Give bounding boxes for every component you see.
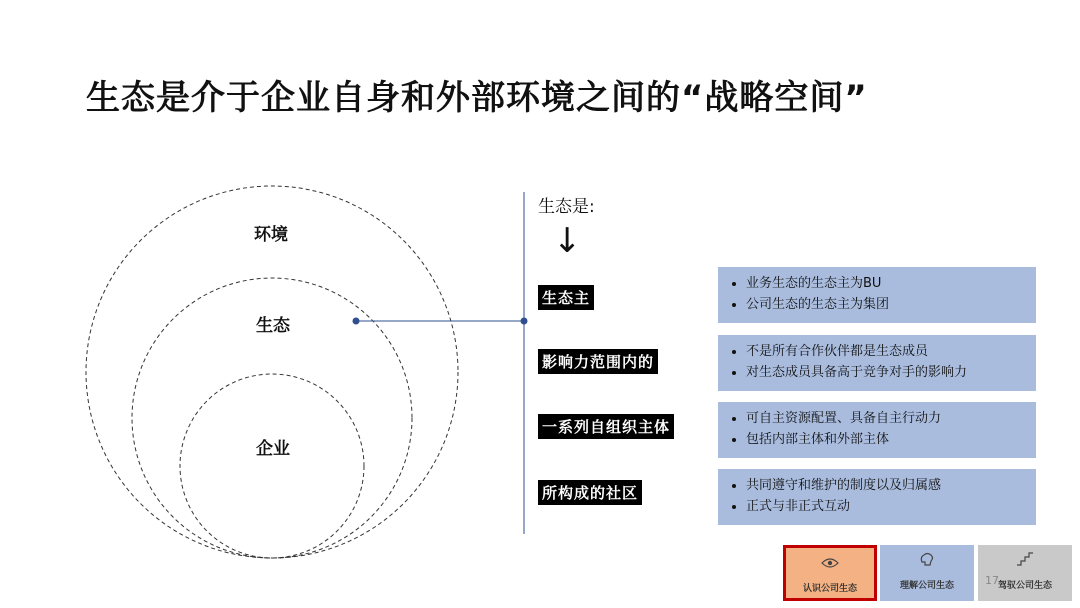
desc-box-owner <box>718 267 1036 323</box>
label-community: 所构成的社区 <box>538 480 642 505</box>
eye-icon <box>786 554 874 573</box>
desc-box-community <box>718 469 1036 525</box>
desc-box-self-organizing <box>718 402 1036 458</box>
tab-comprehend-ecosystem[interactable] <box>880 545 974 601</box>
ecosystem-label: 生态 <box>256 316 290 336</box>
bullet-item: • 包括内部主体和外部主体 <box>746 429 1026 450</box>
tab-master-ecosystem[interactable] <box>978 545 1072 601</box>
environment-label: 环境 <box>254 225 288 245</box>
bullet-item: • 正式与非正式互动 <box>746 496 1026 517</box>
bullet-item: • 对生态成员具备高于竞争对手的影响力 <box>746 362 1026 383</box>
down-arrow-icon: ↓ <box>553 221 582 261</box>
bullet-item: • 共同遵守和维护的制度以及归属感 <box>746 475 1026 496</box>
label-ecosystem-owner: 生态主 <box>538 285 594 310</box>
definition-intro: 生态是: <box>538 197 595 217</box>
tab-label: 认识公司生态 <box>802 584 857 594</box>
bullet-item: • 可自主资源配置、具备自主行动力 <box>746 408 1026 429</box>
enterprise-label: 企业 <box>256 439 290 459</box>
label-self-organizing: 一系列自组织主体 <box>538 414 674 439</box>
connector-dot-left <box>353 318 360 325</box>
brain-icon <box>880 551 974 570</box>
tab-understand-ecosystem[interactable] <box>783 545 877 601</box>
label-influence-scope: 影响力范围内的 <box>538 349 658 374</box>
desc-box-influence <box>718 335 1036 391</box>
slide-title: 生态是介于企业自身和外部环境之间的“战略空间” <box>86 78 868 118</box>
bullet-item: • 业务生态的生态主为BU <box>746 273 1026 294</box>
bullet-item: • 不是所有合作伙伴都是生态成员 <box>746 341 1026 362</box>
page-number: 17 <box>985 574 999 587</box>
tab-label: 驾驭公司生态 <box>997 581 1052 591</box>
enterprise-circle <box>180 374 364 558</box>
tab-label: 理解公司生态 <box>899 581 954 591</box>
stairs-icon <box>978 551 1072 570</box>
bullet-item: • 公司生态的生态主为集团 <box>746 294 1026 315</box>
